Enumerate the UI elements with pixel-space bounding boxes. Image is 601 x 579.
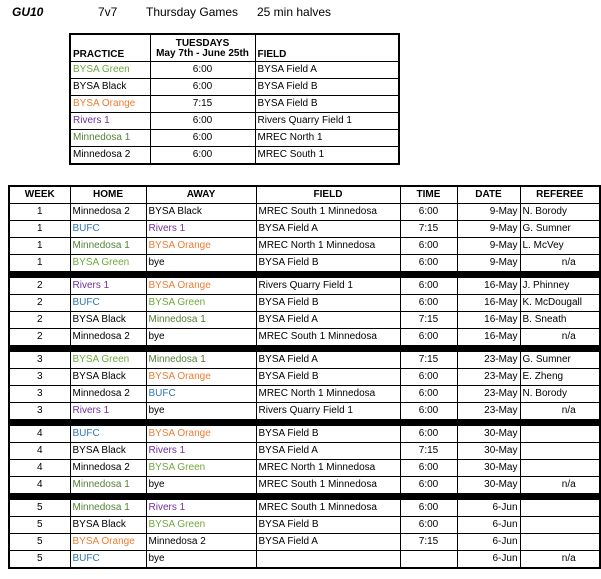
- tuesdays-col-header: [150, 34, 255, 62]
- game-field: MREC North 1 Minnedosa: [256, 238, 400, 255]
- game-time: 6:00: [400, 255, 457, 272]
- home-team: BYSA Black: [70, 443, 146, 460]
- practice-field: BYSA Field B: [255, 96, 399, 113]
- away-team: Minnedosa 1: [146, 352, 256, 369]
- away-team: BUFC: [146, 386, 256, 403]
- practice-row: [70, 130, 399, 147]
- week-col-header: WEEK: [9, 186, 70, 204]
- referee: n/a: [520, 255, 600, 272]
- game-row: [9, 278, 600, 295]
- away-col-header: AWAY: [146, 186, 256, 204]
- game-time: 6:00: [400, 278, 457, 295]
- game-date: 30-May: [457, 443, 520, 460]
- game-field: Rivers Quarry Field 1: [256, 403, 400, 420]
- game-row: [9, 426, 600, 443]
- home-team: BYSA Black: [70, 312, 146, 329]
- game-time: 6:00: [400, 295, 457, 312]
- game-row: [9, 352, 600, 369]
- game-field: BYSA Field B: [256, 369, 400, 386]
- game-row: [9, 500, 600, 517]
- referee: [520, 534, 600, 551]
- game-time: 6:00: [400, 426, 457, 443]
- game-field: Rivers Quarry Field 1: [256, 278, 400, 295]
- referee: [520, 500, 600, 517]
- practice-team: Minnedosa 1: [70, 130, 150, 147]
- game-week: 4: [9, 460, 70, 477]
- game-date: 9-May: [457, 255, 520, 272]
- game-week: 5: [9, 534, 70, 551]
- game-week: 3: [9, 352, 70, 369]
- away-team: BYSA Green: [146, 460, 256, 477]
- home-team: BUFC: [70, 295, 146, 312]
- game-time: 7:15: [400, 352, 457, 369]
- game-row: [9, 551, 600, 569]
- away-team: BYSA Black: [146, 204, 256, 221]
- away-team: BYSA Orange: [146, 426, 256, 443]
- game-time: 7:15: [400, 534, 457, 551]
- practice-time: 7:15: [150, 96, 255, 113]
- referee: n/a: [520, 551, 600, 569]
- practice-row: [70, 147, 399, 165]
- game-row: [9, 534, 600, 551]
- referee: K. McDougall: [520, 295, 600, 312]
- game-date: 9-May: [457, 238, 520, 255]
- game-field: MREC South 1 Minnedosa: [256, 329, 400, 346]
- game-week: 2: [9, 312, 70, 329]
- referee: n/a: [520, 329, 600, 346]
- referee: G. Sumner: [520, 221, 600, 238]
- game-row: [9, 369, 600, 386]
- practice-row: [70, 113, 399, 130]
- game-week: 3: [9, 386, 70, 403]
- away-team: BYSA Green: [146, 517, 256, 534]
- game-week: 1: [9, 204, 70, 221]
- game-field: BYSA Field A: [256, 443, 400, 460]
- home-team: Rivers 1: [70, 403, 146, 420]
- away-team: Minnedosa 2: [146, 534, 256, 551]
- referee: N. Borody: [520, 204, 600, 221]
- home-team: Minnedosa 2: [70, 386, 146, 403]
- home-team: Minnedosa 1: [70, 500, 146, 517]
- game-time: 6:00: [400, 477, 457, 494]
- game-time: 6:00: [400, 238, 457, 255]
- referee: J. Phinney: [520, 278, 600, 295]
- game-field: BYSA Field B: [256, 255, 400, 272]
- game-field: BYSA Field B: [256, 517, 400, 534]
- game-time: 7:15: [400, 221, 457, 238]
- game-date: 30-May: [457, 477, 520, 494]
- away-team: Rivers 1: [146, 443, 256, 460]
- referee: n/a: [520, 477, 600, 494]
- home-team: BYSA Green: [70, 352, 146, 369]
- game-row: [9, 238, 600, 255]
- practice-team: Minnedosa 2: [70, 147, 150, 165]
- game-date: 23-May: [457, 369, 520, 386]
- game-week: 5: [9, 551, 70, 569]
- game-date: 16-May: [457, 278, 520, 295]
- referee: B. Sneath: [520, 312, 600, 329]
- game-date: 16-May: [457, 295, 520, 312]
- game-week: 2: [9, 278, 70, 295]
- game-row: [9, 221, 600, 238]
- date-col-header: DATE: [457, 186, 520, 204]
- home-col-header: HOME: [70, 186, 146, 204]
- home-team: Minnedosa 1: [70, 238, 146, 255]
- away-team: BYSA Orange: [146, 238, 256, 255]
- game-field: [256, 551, 400, 569]
- home-team: Minnedosa 2: [70, 204, 146, 221]
- game-date: 30-May: [457, 460, 520, 477]
- game-row: [9, 295, 600, 312]
- referee: L. McVey: [520, 238, 600, 255]
- away-team: Rivers 1: [146, 221, 256, 238]
- practice-field: MREC South 1: [255, 147, 399, 165]
- practice-field: Rivers Quarry Field 1: [255, 113, 399, 130]
- game-field: BYSA Field B: [256, 426, 400, 443]
- game-week: 4: [9, 443, 70, 460]
- tuesdays-label: TUESDAYS: [175, 39, 230, 47]
- game-time: 7:15: [400, 312, 457, 329]
- game-time: 6:00: [400, 329, 457, 346]
- practice-col-header: PRACTICE: [70, 34, 150, 62]
- division-title: GU10: [12, 5, 44, 19]
- game-row: [9, 204, 600, 221]
- practice-time: 6:00: [150, 113, 255, 130]
- away-team: bye: [146, 329, 256, 346]
- game-time: 6:00: [400, 369, 457, 386]
- game-time: 6:00: [400, 386, 457, 403]
- home-team: Minnedosa 1: [70, 477, 146, 494]
- game-field: BYSA Field A: [256, 312, 400, 329]
- game-date: 9-May: [457, 221, 520, 238]
- game-time: 6:00: [400, 460, 457, 477]
- practice-header-row: [70, 34, 399, 62]
- game-field: BYSA Field A: [256, 221, 400, 238]
- field-col-header: FIELD: [256, 186, 400, 204]
- game-date: 6-Jun: [457, 551, 520, 569]
- game-week: 3: [9, 369, 70, 386]
- game-field: MREC South 1 Minnedosa: [256, 204, 400, 221]
- game-row: [9, 403, 600, 420]
- game-date: 23-May: [457, 403, 520, 420]
- game-week: 4: [9, 477, 70, 494]
- practice-team: Rivers 1: [70, 113, 150, 130]
- time-col-header: TIME: [400, 186, 457, 204]
- game-row: [9, 443, 600, 460]
- referee: E. Zheng: [520, 369, 600, 386]
- game-row: [9, 255, 600, 272]
- home-team: Minnedosa 2: [70, 460, 146, 477]
- practice-time: 6:00: [150, 62, 255, 79]
- game-date: 23-May: [457, 386, 520, 403]
- practice-row: [70, 96, 399, 113]
- practice-field: BYSA Field A: [255, 62, 399, 79]
- game-field: MREC North 1 Minnedosa: [256, 386, 400, 403]
- referee: [520, 517, 600, 534]
- referee: n/a: [520, 403, 600, 420]
- game-row: [9, 517, 600, 534]
- game-date: 6-Jun: [457, 500, 520, 517]
- away-team: bye: [146, 255, 256, 272]
- game-week: 1: [9, 238, 70, 255]
- schedule-header-row: [9, 186, 600, 204]
- home-team: BYSA Black: [70, 369, 146, 386]
- referee: [520, 426, 600, 443]
- game-date: 16-May: [457, 312, 520, 329]
- practice-row: [70, 62, 399, 79]
- referee: G. Sumner: [520, 352, 600, 369]
- home-team: Rivers 1: [70, 278, 146, 295]
- game-date: 16-May: [457, 329, 520, 346]
- practice-field: BYSA Field B: [255, 79, 399, 96]
- game-date: 30-May: [457, 426, 520, 443]
- home-team: BUFC: [70, 221, 146, 238]
- game-row: [9, 312, 600, 329]
- away-team: Minnedosa 1: [146, 312, 256, 329]
- game-time: 6:00: [400, 204, 457, 221]
- referee: [520, 460, 600, 477]
- away-team: bye: [146, 403, 256, 420]
- date-range-label: May 7th - June 25th: [156, 48, 249, 59]
- practice-time: 6:00: [150, 79, 255, 96]
- away-team: BYSA Orange: [146, 369, 256, 386]
- field-col-header: FIELD: [255, 34, 399, 62]
- game-time: 7:15: [400, 443, 457, 460]
- game-row: [9, 460, 600, 477]
- game-date: 23-May: [457, 352, 520, 369]
- home-team: BUFC: [70, 426, 146, 443]
- practice-team: BYSA Black: [70, 79, 150, 96]
- game-field: MREC North 1 Minnedosa: [256, 460, 400, 477]
- home-team: BYSA Green: [70, 255, 146, 272]
- practice-field: MREC North 1: [255, 130, 399, 147]
- game-field: BYSA Field B: [256, 295, 400, 312]
- game-row: [9, 329, 600, 346]
- game-field: MREC South 1 Minnedosa: [256, 500, 400, 517]
- game-field: BYSA Field A: [256, 352, 400, 369]
- game-time: 6:00: [400, 403, 457, 420]
- referee-col-header: REFEREE: [520, 186, 600, 204]
- game-week: 4: [9, 426, 70, 443]
- away-team: bye: [146, 551, 256, 569]
- game-week: 1: [9, 255, 70, 272]
- game-week: 2: [9, 295, 70, 312]
- halves-label: 25 min halves: [257, 5, 332, 19]
- game-week: 2: [9, 329, 70, 346]
- game-day-label: Thursday Games: [146, 5, 239, 19]
- format-label: 7v7: [98, 5, 118, 19]
- game-row: [9, 386, 600, 403]
- away-team: BYSA Green: [146, 295, 256, 312]
- referee: N. Borody: [520, 386, 600, 403]
- game-week: 5: [9, 500, 70, 517]
- game-date: 6-Jun: [457, 517, 520, 534]
- game-time: 6:00: [400, 517, 457, 534]
- practice-table: [69, 33, 400, 165]
- game-row: [9, 477, 600, 494]
- practice-time: 6:00: [150, 130, 255, 147]
- game-date: 9-May: [457, 204, 520, 221]
- game-time: [400, 551, 457, 569]
- game-schedule-table: [8, 185, 601, 569]
- game-week: 3: [9, 403, 70, 420]
- practice-team: BYSA Green: [70, 62, 150, 79]
- game-week: 1: [9, 221, 70, 238]
- home-team: Minnedosa 2: [70, 329, 146, 346]
- game-field: MREC South 1 Minnedosa: [256, 477, 400, 494]
- away-team: bye: [146, 477, 256, 494]
- game-date: 6-Jun: [457, 534, 520, 551]
- home-team: BYSA Orange: [70, 534, 146, 551]
- practice-team: BYSA Orange: [70, 96, 150, 113]
- practice-time: 6:00: [150, 147, 255, 165]
- practice-row: [70, 79, 399, 96]
- referee: [520, 443, 600, 460]
- away-team: Rivers 1: [146, 500, 256, 517]
- home-team: BYSA Black: [70, 517, 146, 534]
- away-team: BYSA Orange: [146, 278, 256, 295]
- game-week: 5: [9, 517, 70, 534]
- game-time: 6:00: [400, 500, 457, 517]
- game-field: BYSA Field A: [256, 534, 400, 551]
- home-team: BUFC: [70, 551, 146, 569]
